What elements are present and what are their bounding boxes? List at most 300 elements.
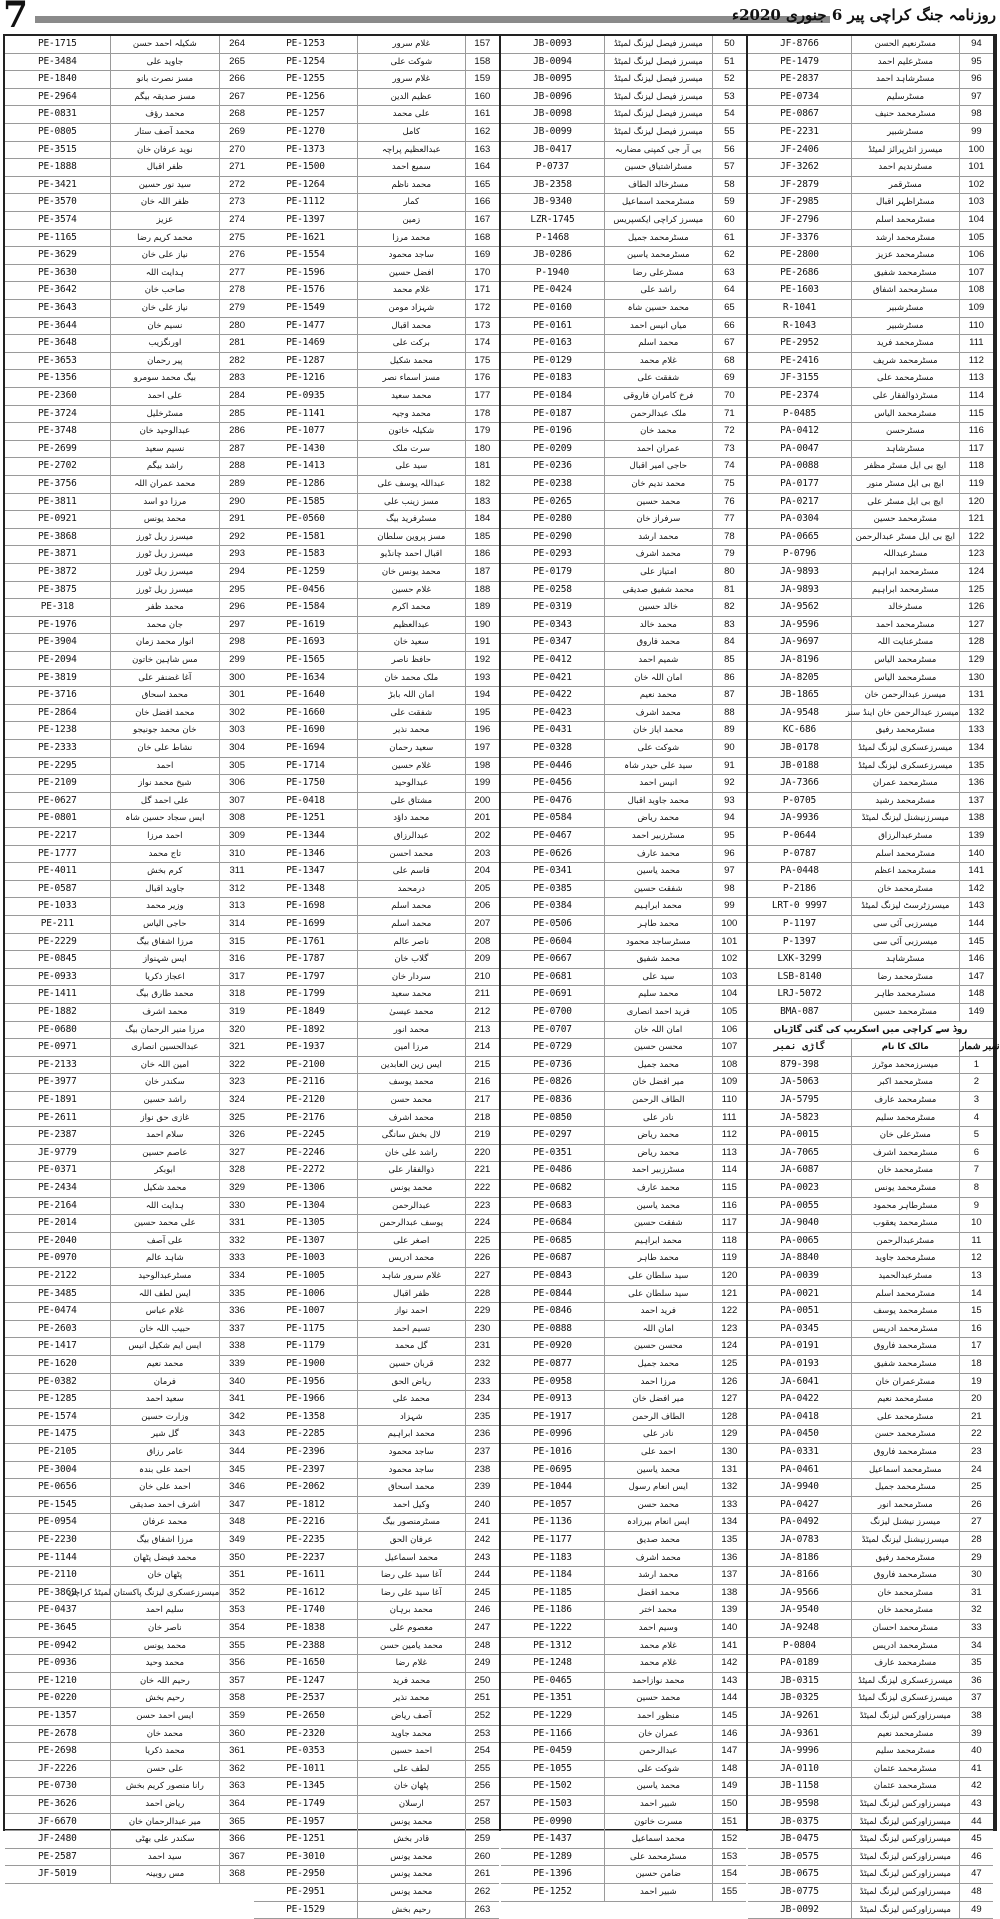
owner-name: محمد خالد <box>604 617 712 634</box>
table-row <box>501 1849 746 1867</box>
vehicle-number: PE-1055 <box>533 1762 572 1774</box>
vehicle-number: PE-1469 <box>286 337 325 349</box>
vehicle-number: PE-0293 <box>533 548 572 560</box>
owner-name: مسٹرعلی خان <box>851 1127 959 1144</box>
table-row <box>254 1462 499 1480</box>
owner-name: مسٹرمحمد احسان <box>851 1620 959 1637</box>
owner-name: مرزا دو اسد <box>110 494 220 511</box>
owner-name: مسٹرمحمد سلیم <box>851 1110 959 1127</box>
vehicle-number: PE-1812 <box>286 1498 325 1510</box>
serial-number: 342 <box>219 1409 254 1426</box>
vehicle-number: PE-0476 <box>533 794 572 806</box>
vehicle-number: PE-0626 <box>533 847 572 859</box>
table-row <box>254 564 499 582</box>
table-row <box>254 1602 499 1620</box>
owner-name: شہزاد مومن <box>357 300 465 317</box>
table-row <box>254 1250 499 1268</box>
vehicle-number: PE-0353 <box>286 1745 325 1757</box>
owner-name: اقبال احمد چانڈیو <box>357 546 465 563</box>
owner-name: میسرزاورکس لیزنگ لمیٹڈ <box>851 1866 959 1883</box>
table-row <box>5 1620 254 1638</box>
table-row <box>5 230 254 248</box>
serial-number: 317 <box>219 969 254 986</box>
vehicle-number: PE-0867 <box>780 108 819 120</box>
owner-name: امتیاز علی <box>604 564 712 581</box>
serial-number: 81 <box>712 582 746 599</box>
owner-name: مسٹرشبیر <box>851 124 959 141</box>
owner-name: میر افضل خان <box>604 1391 712 1408</box>
vehicle-number: PE-1345 <box>286 1780 325 1792</box>
serial-number: 146 <box>959 951 993 968</box>
vehicle-number: PE-2245 <box>286 1129 325 1141</box>
owner-name: عظیم الدین <box>357 89 465 106</box>
serial-number: 262 <box>465 1884 499 1901</box>
owner-name: معصوم علی <box>357 1620 465 1637</box>
owner-name: محمد طاہر <box>604 1250 712 1267</box>
owner-name: میسرزعسکری لیزنگ لمیٹڈ <box>851 1690 959 1707</box>
table-row <box>501 1743 746 1761</box>
vehicle-number: PA-0461 <box>780 1463 819 1475</box>
serial-number: 101 <box>712 934 746 951</box>
table-row <box>501 828 746 846</box>
vehicle-number: PE-0700 <box>533 1006 572 1017</box>
vehicle-number: PE-1603 <box>780 284 819 296</box>
serial-number: 289 <box>219 476 254 493</box>
vehicle-number: JF-2796 <box>780 214 819 225</box>
table-row <box>501 476 746 494</box>
vehicle-number: JB-0094 <box>533 55 572 67</box>
vehicle-number: PA-0217 <box>780 495 819 507</box>
vehicle-number: PE-2230 <box>37 1534 77 1545</box>
owner-name: منظور احمد <box>604 1708 712 1725</box>
serial-number: 197 <box>465 740 499 757</box>
owner-name: محمد عیسیٰ <box>357 1004 465 1021</box>
owner-name: میسرزنیشنل لیزنگ لمیٹڈ <box>851 810 959 827</box>
vehicle-number: PE-2387 <box>37 1129 77 1141</box>
owner-name: محمد حسن <box>604 1497 712 1514</box>
owner-name: محمد اکرم <box>357 599 465 616</box>
table-row <box>501 370 746 388</box>
serial-number: 96 <box>712 846 746 863</box>
owner-name: مسٹرمحمد نعیم <box>851 1726 959 1743</box>
vehicle-number: PE-2537 <box>286 1692 325 1704</box>
vehicle-number: PE-2698 <box>37 1745 77 1757</box>
table-row <box>5 758 254 776</box>
owner-name: مسٹرمحمد اکبر <box>851 1074 959 1091</box>
owner-name: سکندر خان <box>110 1074 220 1091</box>
vehicle-number: PE-3643 <box>37 302 77 313</box>
owner-name: وسیم احمد <box>604 1620 712 1637</box>
owner-name: میسرز فیصل لیزنگ لمیٹڈ <box>604 124 712 141</box>
serial-number: 288 <box>219 458 254 475</box>
table-row <box>501 212 746 230</box>
table-row <box>254 247 499 265</box>
serial-number: 302 <box>219 705 254 722</box>
vehicle-number: JA-8205 <box>780 671 819 683</box>
serial-number: 1 <box>959 1057 993 1074</box>
owner-name: حبیب اللہ خان <box>110 1321 220 1338</box>
serial-number: 263 <box>465 1902 499 1919</box>
owner-name: گل محمد <box>357 1338 465 1355</box>
serial-number: 230 <box>465 1321 499 1338</box>
serial-number: 313 <box>219 898 254 915</box>
vehicle-number: PE-1351 <box>533 1692 572 1704</box>
table-row <box>5 1092 254 1110</box>
vehicle-number: PE-0836 <box>533 1094 572 1105</box>
owner-name: ارسلان <box>357 1796 465 1813</box>
vehicle-number: PE-1007 <box>286 1305 325 1317</box>
vehicle-number: PE-1346 <box>286 847 325 859</box>
owner-name: مسٹرمحمد فاروق <box>851 1444 959 1461</box>
owner-name: سلام احمد <box>110 1127 220 1144</box>
owner-name: محمد اختر <box>604 1602 712 1619</box>
serial-number: 14 <box>959 1286 993 1303</box>
serial-number: 142 <box>712 1655 746 1672</box>
table-row <box>254 494 499 512</box>
serial-number: 196 <box>465 722 499 739</box>
owner-name: شمیم احمد <box>604 652 712 669</box>
table-row <box>748 564 993 582</box>
serial-number: 232 <box>465 1356 499 1373</box>
vehicle-number: PE-1257 <box>286 108 325 120</box>
serial-number: 95 <box>959 54 993 71</box>
table-row <box>748 1162 993 1180</box>
owner-name: میسرز عبدالرحمن خان <box>851 687 959 704</box>
owner-name: نوید عرفان خان <box>110 142 220 159</box>
table-row <box>254 1110 499 1128</box>
serial-number: 353 <box>219 1602 254 1619</box>
table-row <box>501 810 746 828</box>
owner-name: مسٹرمحمد علی <box>851 1409 959 1426</box>
vehicle-number: PE-2040 <box>37 1234 77 1246</box>
table-row <box>5 1268 254 1286</box>
serial-number: 194 <box>465 687 499 704</box>
serial-number: 351 <box>219 1567 254 1584</box>
vehicle-number: PA-0039 <box>780 1270 819 1281</box>
table-row <box>254 1409 499 1427</box>
serial-number: 270 <box>219 142 254 159</box>
table-row <box>5 828 254 846</box>
table-row <box>5 969 254 987</box>
table-row <box>254 388 499 406</box>
vehicle-number: JA-9361 <box>780 1727 819 1739</box>
vehicle-number: JA-0110 <box>780 1762 819 1774</box>
vehicle-number: PE-0486 <box>533 1164 572 1176</box>
vehicle-number: PE-4011 <box>37 865 77 877</box>
vehicle-number: PE-2650 <box>286 1710 325 1721</box>
owner-name: راشد حسین <box>110 1092 220 1109</box>
vehicle-number: PE-0319 <box>533 601 572 613</box>
owner-name: محمد عرفان <box>110 1514 220 1531</box>
serial-number: 130 <box>959 670 993 687</box>
vehicle-number: PE-0187 <box>533 407 572 419</box>
table-row <box>501 863 746 881</box>
table-row <box>501 1690 746 1708</box>
vehicle-number: JF-2879 <box>780 178 819 190</box>
serial-number: 236 <box>465 1426 499 1443</box>
table-row <box>501 758 746 776</box>
table-row <box>748 335 993 353</box>
vehicle-number: PE-1238 <box>37 724 77 736</box>
serial-number: 109 <box>712 1074 746 1091</box>
vehicle-number: PE-0209 <box>533 442 572 454</box>
serial-number: 319 <box>219 1004 254 1021</box>
owner-name: محمد شکیل <box>110 1180 220 1197</box>
owner-name: مسٹرعبدالرحمن <box>851 1233 959 1250</box>
serial-number: 65 <box>712 300 746 317</box>
table-row <box>501 54 746 72</box>
vehicle-number: PE-1216 <box>286 372 325 384</box>
vehicle-number: JF-3376 <box>780 231 819 243</box>
vehicle-number: PE-0382 <box>37 1375 77 1387</box>
serial-number: 127 <box>959 617 993 634</box>
owner-name: بی آر جی کمپنی مضاربہ <box>604 142 712 159</box>
owner-name: احمد حسین <box>357 1743 465 1760</box>
vehicle-number: PA-0665 <box>780 530 819 542</box>
serial-number: 304 <box>219 740 254 757</box>
owner-name: آغا سید علی رضا <box>357 1567 465 1584</box>
owner-name: شوکت علی <box>604 740 712 757</box>
owner-name: عرفان الحق <box>357 1532 465 1549</box>
vehicle-number: PA-0021 <box>780 1287 819 1299</box>
owner-name: مسٹرمحمد فاروق <box>851 1338 959 1355</box>
vehicle-number: JF-3155 <box>780 372 819 384</box>
vehicle-number: PE-1892 <box>286 1023 325 1035</box>
table-row <box>254 1673 499 1691</box>
serial-number: 225 <box>465 1233 499 1250</box>
table-row <box>254 793 499 811</box>
owner-name: افضل حسین <box>357 265 465 282</box>
serial-number: 28 <box>959 1532 993 1549</box>
table-row <box>5 846 254 864</box>
owner-name: مس شاہین خاتون <box>110 652 220 669</box>
owner-name: نسیم خان <box>110 318 220 335</box>
serial-number: 47 <box>959 1866 993 1883</box>
vehicle-number: PE-0921 <box>37 513 77 525</box>
vehicle-number: PE-0627 <box>37 794 77 806</box>
owner-name: احمد مرزا <box>110 828 220 845</box>
serial-number: 233 <box>465 1374 499 1391</box>
owner-name: جاوید علی <box>110 54 220 71</box>
table-row <box>501 775 746 793</box>
serial-number: 119 <box>959 476 993 493</box>
serial-number: 186 <box>465 546 499 563</box>
owner-name: غلام محمد <box>604 1638 712 1655</box>
serial-number: 10 <box>959 1215 993 1232</box>
owner-name: مسٹرعلی رضا <box>604 265 712 282</box>
serial-number: 176 <box>465 370 499 387</box>
owner-name: مسٹرعبدالوحید <box>110 1268 220 1285</box>
owner-name: سعید خان <box>357 634 465 651</box>
table-row <box>5 1409 254 1427</box>
vehicle-number: PE-1222 <box>533 1622 572 1633</box>
vehicle-number: LXK-3299 <box>777 953 822 965</box>
table-row <box>5 194 254 212</box>
vehicle-number: PE-1581 <box>286 530 325 542</box>
serial-number: 118 <box>959 458 993 475</box>
table-row <box>748 247 993 265</box>
owner-name: محمد یامین حسن <box>357 1638 465 1655</box>
owner-name: ساجد محمود <box>357 1444 465 1461</box>
vehicle-number: PE-3716 <box>37 689 77 701</box>
owner-name: ظفر اللہ خان <box>110 194 220 211</box>
serial-number: 185 <box>465 529 499 546</box>
table-row <box>748 1690 993 1708</box>
owner-name: پٹھان خان <box>357 1778 465 1795</box>
serial-number: 79 <box>712 546 746 563</box>
table-row <box>254 1391 499 1409</box>
vehicle-number: PE-3872 <box>37 566 77 577</box>
table-row <box>748 71 993 89</box>
table-row <box>501 1180 746 1198</box>
table-row <box>5 1004 254 1022</box>
owner-name: ایس سجاد حسین شاہ <box>110 810 220 827</box>
serial-number: 62 <box>712 247 746 264</box>
serial-number: 293 <box>219 546 254 563</box>
vehicle-number: PE-1619 <box>286 618 325 630</box>
owner-name: مسٹرمحمد یونس <box>851 1180 959 1197</box>
serial-number: 352 <box>219 1585 254 1602</box>
vehicle-number: PE-2964 <box>37 90 77 102</box>
owner-name: محمد یونس <box>357 1884 465 1901</box>
owner-name: محمد افضل <box>604 1585 712 1602</box>
table-row <box>748 1092 993 1110</box>
table-row <box>254 370 499 388</box>
vehicle-number: PE-3515 <box>37 143 77 155</box>
table-row <box>748 282 993 300</box>
serial-number: 285 <box>219 406 254 423</box>
vehicle-number: PE-1287 <box>286 354 325 366</box>
vehicle-number: PE-2360 <box>37 390 77 401</box>
table-row <box>748 599 993 617</box>
owner-name: عمران خان <box>604 1726 712 1743</box>
owner-name: علی احمد گل <box>110 793 220 810</box>
owner-name: وزارت حسین <box>110 1409 220 1426</box>
table-row <box>5 1374 254 1392</box>
serial-number: 295 <box>219 582 254 599</box>
table-row <box>5 810 254 828</box>
table-row <box>254 54 499 72</box>
serial-number: 7 <box>959 1162 993 1179</box>
owner-name: محمد حسن <box>357 1092 465 1109</box>
serial-number: 206 <box>465 898 499 915</box>
owner-name: شکیلہ خاتون <box>357 423 465 440</box>
serial-number: 281 <box>219 335 254 352</box>
vehicle-number: P-1197 <box>782 918 816 929</box>
table-row <box>254 617 499 635</box>
table-row <box>254 177 499 195</box>
serial-number: 162 <box>465 124 499 141</box>
serial-number: 359 <box>219 1708 254 1725</box>
vehicle-number: PE-2094 <box>37 654 77 665</box>
serial-number: 80 <box>712 564 746 581</box>
table-row <box>501 194 746 212</box>
serial-number: 129 <box>712 1426 746 1443</box>
vehicle-number: JA-6087 <box>780 1164 819 1176</box>
vehicle-number: PE-1891 <box>37 1094 77 1105</box>
serial-number: 311 <box>219 863 254 880</box>
serial-number: 63 <box>712 265 746 282</box>
owner-name: فرخ کامران فاروقی <box>604 388 712 405</box>
owner-name: الطاف الرحمن <box>604 1092 712 1109</box>
table-row <box>501 353 746 371</box>
owner-name: جاوید اقبال <box>110 881 220 898</box>
serial-number: 106 <box>959 247 993 264</box>
vehicle-number: PE-0831 <box>37 108 77 120</box>
serial-number: 18 <box>959 1356 993 1373</box>
table-row <box>254 1726 499 1744</box>
owner-name: ملک عبدالرحمن <box>604 406 712 423</box>
owner-name: محمد یونس <box>357 1814 465 1831</box>
table-row <box>254 1303 499 1321</box>
table-row <box>501 36 746 54</box>
owner-name: وزیر محمد <box>110 898 220 915</box>
owner-name: ریاض احمد <box>110 1796 220 1813</box>
serial-number: 243 <box>465 1550 499 1567</box>
table-row <box>748 1514 993 1532</box>
listing-table <box>3 34 1000 1915</box>
table-row <box>501 441 746 459</box>
serial-number: 37 <box>959 1690 993 1707</box>
serial-number: 87 <box>712 687 746 704</box>
owner-name: سید علی <box>357 458 465 475</box>
vehicle-number: PE-1787 <box>286 953 325 965</box>
vehicle-number: PE-1112 <box>286 196 325 208</box>
owner-name: الطاف الرحمن <box>604 1409 712 1426</box>
owner-name: محمد ابراہیم <box>604 1233 712 1250</box>
table-row <box>748 494 993 512</box>
owner-name: ایس ایم شکیل انیس <box>110 1338 220 1355</box>
vehicle-number: PE-2320 <box>286 1727 325 1739</box>
serial-number: 114 <box>712 1162 746 1179</box>
table-row <box>5 1198 254 1216</box>
table-row <box>5 142 254 160</box>
owner-name: محمد یونس <box>357 1866 465 1883</box>
owner-name: میسرز عبدالرحمن خان اینڈ سنز <box>851 705 959 722</box>
vehicle-number: JF-8766 <box>780 38 819 49</box>
serial-number: 145 <box>712 1708 746 1725</box>
serial-number: 191 <box>465 634 499 651</box>
owner-name: قادر بخش <box>357 1831 465 1848</box>
owner-name: محمد صدیق <box>604 1532 712 1549</box>
serial-number: 273 <box>219 194 254 211</box>
table-row <box>501 1532 746 1550</box>
owner-name: میر عبدالرحمان خان <box>110 1814 220 1831</box>
vehicle-number: JB-9340 <box>533 196 572 208</box>
serial-number: 21 <box>959 1409 993 1426</box>
owner-name: مرزا اشفاق بیگ <box>110 934 220 951</box>
vehicle-number: PE-0183 <box>533 372 572 384</box>
vehicle-number: PE-0656 <box>37 1481 77 1493</box>
vehicle-number: PE-0682 <box>533 1182 572 1193</box>
table-row <box>501 1338 746 1356</box>
vehicle-number: PE-3644 <box>37 319 77 331</box>
table-row <box>748 1233 993 1251</box>
owner-name: برکت علی <box>357 335 465 352</box>
table-row <box>748 1374 993 1392</box>
owner-name: خان محمد جونیجو <box>110 722 220 739</box>
table-row <box>501 458 746 476</box>
vehicle-number: JA-8840 <box>780 1252 819 1264</box>
serial-number: 98 <box>959 106 993 123</box>
vehicle-number: PE-1596 <box>286 266 325 278</box>
vehicle-number: PE-1838 <box>286 1622 325 1633</box>
table-row <box>501 1884 746 1902</box>
serial-number: 95 <box>712 828 746 845</box>
table-row <box>501 564 746 582</box>
serial-number: 103 <box>712 969 746 986</box>
table-row <box>5 1761 254 1779</box>
